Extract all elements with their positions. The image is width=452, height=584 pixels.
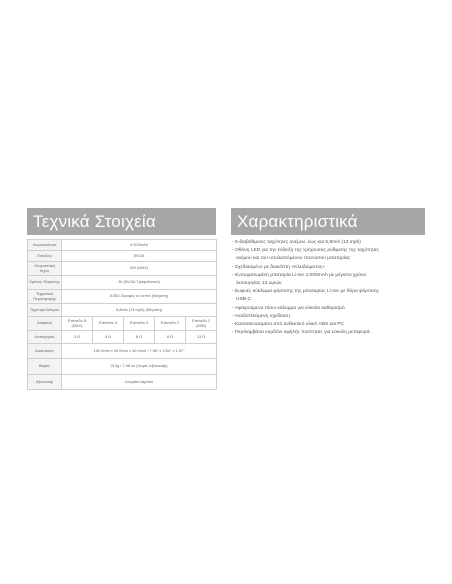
level-header: Επίπεδο 2: [155, 317, 186, 331]
spec-label: Λειτουργίας: [28, 331, 62, 344]
level-header: Επίπεδο 3: [124, 317, 155, 331]
level-value: 3 Ω: [62, 331, 93, 344]
spec-row-weight: [28, 359, 217, 375]
feature-item: - 5-διαβάθμισες ταχύτητες ανέμου, έως και 5,8m/s (13 mph): [232, 240, 361, 245]
spec-row-wind-speed: [28, 304, 217, 317]
spec-label: Διάρκεια: [28, 317, 62, 331]
spec-row-capacity: [28, 240, 217, 251]
feature-item: - Οθόνη LED για την ένδειξη της τρέχουσας ρύθμισης της ταχύτητας: [232, 248, 379, 254]
spec-row-level-values: [28, 331, 217, 344]
spec-label: Τερματικό Περιστροφής: [28, 290, 62, 304]
spec-value: 5,8m/s (13 mph) (Μέγιστη): [62, 304, 217, 317]
spec-label: Ταχύτητα Ανέμου: [28, 304, 62, 317]
feature-item: USB-C: [236, 297, 252, 303]
spec-row-dimensions: [28, 344, 217, 359]
feature-item: - Περιλαμβάνει κορδόνι υψηλής ποιότητας για εύκολη μεταφορά.: [232, 330, 371, 336]
feature-item: λειτουργίας 13 ωρών: [236, 281, 282, 287]
spec-label: Χωρητικότητα: [28, 240, 62, 251]
level-value: 8 Ω: [155, 331, 186, 344]
feature-item: - Ευφυές κύκλωμα φόρτισης της μπαταρίας Li-Ion με θύρα φόρτισης: [232, 289, 379, 295]
level-header: Επίπεδο 5 (MAX): [62, 317, 93, 331]
feature-item: - Αναδιπλούμενη σχεδίαση: [232, 313, 290, 319]
specs-table: [27, 239, 217, 390]
level-header: Επίπεδο 4: [93, 317, 124, 331]
level-value: 6 Ω: [124, 331, 155, 344]
spec-row-input: [28, 251, 217, 262]
spec-row-level-headers: [28, 317, 217, 331]
spec-value: 192.0mm x 90.0mm x 40.0mm / 7.56" x 3.54" x 1.57": [62, 344, 217, 359]
spec-value: Λουράκι καρπού: [62, 375, 217, 390]
spec-label: Αξεσουάρ: [28, 375, 62, 390]
spec-value: 4.000mAh: [62, 240, 217, 251]
spec-row-power: [28, 262, 217, 276]
spec-value: 3h (5V/2A Τροφοδοτικό): [62, 276, 217, 290]
level-value: 13 Ω: [186, 331, 217, 344]
level-value: 4 Ω: [93, 331, 124, 344]
feature-item: - Κατασκευασμένο από ανθεκτικό υλικό ABS και PC: [232, 322, 345, 328]
spec-label: Βάρος: [28, 359, 62, 375]
spec-row-charging-time: [28, 276, 217, 290]
spec-label: Χρόνος Φόρτισης: [28, 276, 62, 290]
spec-value: 5W (MAX): [62, 262, 217, 276]
spec-label: Είσοδος: [28, 251, 62, 262]
features-list: [232, 239, 426, 337]
feature-item: ανέμου και του υπολειπόμενου ποσοστού μπαταρίας: [236, 256, 350, 262]
spec-label: Διαστάσεις: [28, 344, 62, 359]
features-title: Χαρακτηριστικά: [231, 208, 425, 235]
feature-item: - Σχεδιασμένο με διακόπτη «Κλειδώματος»: [232, 264, 325, 270]
level-header: Επίπεδο 1 (MIN): [186, 317, 217, 331]
spec-value: 212g / 7.48 oz (Χωρίς Αξεσουάρ): [62, 359, 217, 375]
feature-item: - Ενσωματωμένη μπαταρία Li-ion 4.000mAh με μέγιστο χρόνο: [232, 272, 367, 278]
spec-label: Ονομαστική Ισχύς: [28, 262, 62, 276]
feature-item: - Αφαιρούμενο πίσω κάλυμμα για εύκολο καθαρισμό: [232, 305, 345, 311]
spec-row-accessories: [28, 375, 217, 390]
specs-title: Τεχνικά Στοιχεία: [27, 208, 216, 235]
spec-row-rotation: [28, 290, 217, 304]
spec-value: 5.000 Στροφές το λεπτό (Μέγιστη): [62, 290, 217, 304]
spec-value: 5V/2A: [62, 251, 217, 262]
